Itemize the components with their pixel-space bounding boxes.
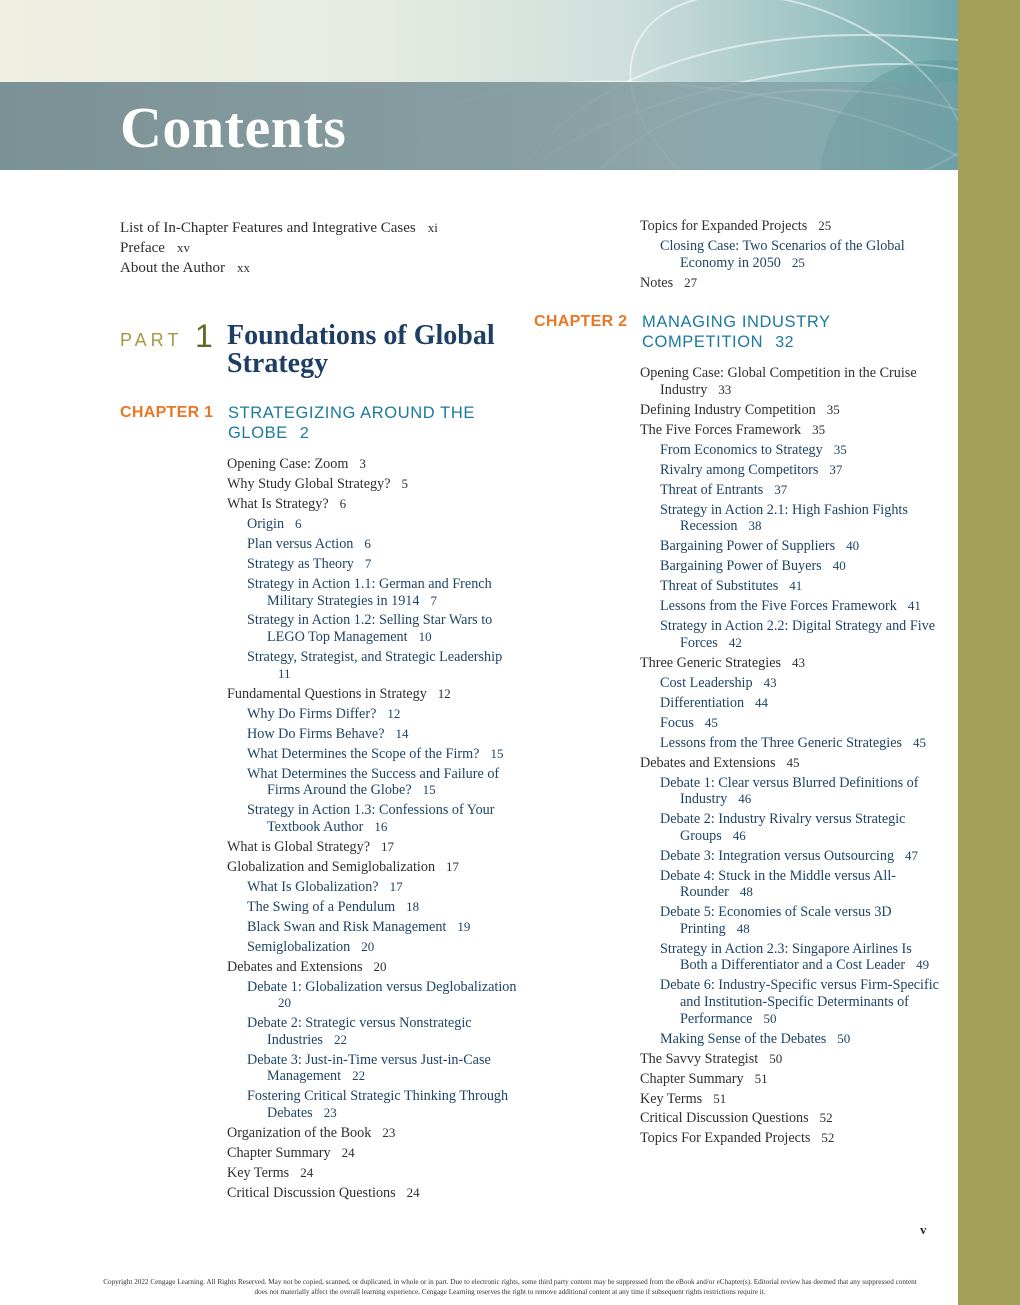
front-matter-list (120, 218, 540, 278)
toc-subentry[interactable] (227, 576, 522, 609)
page-ref: 50 (769, 1050, 783, 1066)
toc-entry-title: Debate 5: Economies of Scale versus 3D Printing (660, 904, 892, 937)
toc-entry-title: Bargaining Power of Buyers (660, 558, 822, 575)
page-ref: 6 (339, 495, 347, 511)
page-ref: 25 (818, 218, 832, 233)
chapter-1-toc-continued (640, 218, 940, 295)
page-ref: 23 (382, 1124, 396, 1140)
toc-entry-title: Closing Case: Two Scenarios of the Global Economy in 2050 (660, 237, 905, 271)
page-ref: 18 (406, 898, 420, 914)
toc-subentry[interactable] (640, 482, 940, 499)
toc-entry[interactable] (640, 365, 940, 398)
toc-entry-title: Opening Case: Zoom (227, 456, 349, 472)
toc-subentry[interactable] (640, 868, 940, 901)
toc-subentry[interactable] (640, 578, 940, 595)
toc-subentry[interactable] (640, 1031, 940, 1048)
toc-entry-title: Strategy in Action 2.1: High Fashion Fights Recession (660, 501, 908, 535)
page-ref: 32 (775, 334, 795, 351)
page-ref: 19 (457, 918, 471, 934)
page-ref: 45 (704, 714, 718, 730)
toc-entry[interactable] (227, 456, 522, 473)
toc-entry-title: The Swing of a Pendulum (247, 898, 396, 915)
toc-subentry[interactable] (227, 612, 522, 645)
part-number: 1 (195, 318, 213, 354)
part-heading (120, 318, 540, 382)
page-ref: 5 (401, 475, 409, 491)
toc-entry-title: Threat of Substitutes (660, 578, 779, 595)
toc-subentry[interactable] (227, 556, 522, 573)
page-ref: 27 (684, 274, 698, 290)
page-title: Contents (120, 95, 347, 160)
toc-subentry[interactable] (640, 558, 940, 575)
page-ref: 41 (789, 578, 803, 594)
page-ref: 15 (422, 782, 436, 798)
toc-subentry[interactable] (640, 695, 940, 712)
toc-entry[interactable] (227, 476, 522, 493)
toc-subentry[interactable] (227, 536, 522, 553)
toc-entry-title: How Do Firms Behave? (247, 725, 385, 742)
toc-entry[interactable] (640, 1071, 940, 1088)
toc-entry-title: Chapter Summary (640, 1070, 744, 1087)
toc-subentry[interactable] (227, 1052, 522, 1085)
toc-entry-title: Semiglobalization (247, 938, 351, 955)
page-ref: 44 (755, 694, 769, 710)
page-ref: 40 (832, 558, 846, 574)
toc-entry-title: Strategy, Strategist, and Strategic Leadership (247, 649, 503, 666)
toc-subentry[interactable] (227, 802, 522, 835)
toc-subentry[interactable] (640, 675, 940, 692)
toc-entry-title: Topics for Expanded Projects (640, 218, 808, 234)
toc-subentry[interactable] (640, 715, 940, 732)
toc-entry-title: Debate 1: Globalization versus Deglobalization (247, 978, 517, 995)
part-label: PART (120, 330, 183, 350)
page-ref: 37 (774, 481, 788, 497)
chapter-title-text: MANAGING INDUSTRY COMPETITION (642, 313, 831, 351)
toc-entry-title: Focus (660, 714, 694, 731)
toc-entry-title: Debates and Extensions (640, 754, 776, 771)
toc-entry-title: Debate 2: Industry Rivalry versus Strategic Groups (660, 811, 906, 844)
toc-entry-title: Differentiation (660, 694, 745, 711)
chapter-1-toc (227, 456, 522, 1205)
toc-subentry[interactable] (640, 538, 940, 555)
toc-entry-title: Globalization and Semiglobalization (227, 858, 436, 875)
toc-subentry[interactable] (227, 1088, 522, 1121)
toc-entry-title: Fundamental Questions in Strategy (227, 685, 427, 702)
toc-entry[interactable] (227, 686, 522, 703)
toc-subentry[interactable] (640, 848, 940, 865)
part-title: Foundations of Global Strategy (227, 320, 495, 379)
page-ref: 52 (819, 1110, 833, 1126)
page-ref: 17 (446, 858, 460, 874)
toc-subentry[interactable] (640, 462, 940, 479)
toc-subentry[interactable] (227, 919, 522, 936)
page-ref: 20 (373, 958, 387, 974)
front-matter-item[interactable] (120, 258, 540, 278)
page-ref: 17 (381, 838, 395, 854)
toc-subentry[interactable] (640, 598, 940, 615)
page-ref: 2 (299, 425, 310, 442)
chapter-2-toc (640, 365, 940, 1150)
page-ref: 45 (786, 754, 800, 770)
toc-entry-title: Key Terms (640, 1090, 703, 1107)
page-ref: 23 (323, 1104, 337, 1120)
toc-entry-title: Threat of Entrants (660, 481, 764, 498)
toc-subentry[interactable] (227, 979, 522, 1012)
page-ref: 7 (364, 555, 372, 571)
front-matter-title: Preface (120, 240, 165, 256)
page-ref: 43 (763, 674, 777, 690)
toc-entry[interactable] (640, 275, 940, 292)
toc-entry[interactable] (640, 422, 940, 439)
toc-entry[interactable] (640, 1110, 940, 1127)
page-ref: xx (237, 260, 250, 275)
page-ref: 17 (389, 878, 403, 894)
toc-subentry[interactable] (227, 939, 522, 956)
toc-entry-title: Opening Case: Global Competition in the Cruise Industry (640, 365, 917, 398)
toc-subentry[interactable] (227, 649, 522, 682)
chapter-2-title[interactable] (642, 312, 882, 353)
toc-entry[interactable] (227, 1185, 522, 1202)
page-ref: 25 (791, 254, 805, 270)
toc-entry-title: Topics For Expanded Projects (640, 1130, 811, 1147)
front-matter-item[interactable] (120, 218, 540, 238)
toc-entry-title: Black Swan and Risk Management (247, 918, 447, 935)
toc-entry-title: Notes (640, 274, 674, 291)
toc-entry[interactable] (640, 655, 940, 672)
toc-entry[interactable] (227, 839, 522, 856)
toc-entry-title: Critical Discussion Questions (640, 1110, 809, 1127)
page-ref: 40 (846, 538, 860, 554)
toc-subentry[interactable] (227, 516, 522, 533)
toc-entry[interactable] (227, 1145, 522, 1162)
toc-entry[interactable] (227, 496, 522, 513)
page-ref: 6 (295, 515, 302, 531)
toc-entry-title: Origin (247, 515, 285, 532)
page-ref: 41 (907, 598, 921, 614)
page-ref: 16 (374, 818, 388, 834)
page-ref: 43 (792, 654, 806, 670)
page-ref: 24 (300, 1164, 314, 1180)
toc-entry-title: Debate 2: Strategic versus Nonstrategic Industries (247, 1015, 472, 1048)
page-ref: 48 (739, 884, 753, 900)
page-ref: 35 (812, 421, 826, 437)
toc-entry-title: Chapter Summary (227, 1144, 331, 1161)
page-ref: 38 (748, 518, 762, 534)
toc-subentry[interactable] (227, 766, 522, 799)
toc-entry-title: Plan versus Action (247, 535, 354, 552)
toc-entry-title: What Determines the Success and Failure of Firms Around the Globe? (247, 765, 500, 799)
toc-entry-title: Strategy in Action 2.3: Singapore Airlines Is Both a Differentiator and a Cost Leader (660, 940, 912, 974)
toc-subentry[interactable] (640, 775, 940, 808)
toc-subentry[interactable] (227, 899, 522, 916)
toc-entry[interactable] (640, 1091, 940, 1108)
front-matter-title: List of In-Chapter Features and Integrative Cases (120, 220, 416, 236)
page-ref: 10 (418, 629, 432, 645)
toc-entry-title: Debate 1: Clear versus Blurred Definitions of Industry (660, 774, 919, 808)
page-ref: 6 (364, 535, 371, 551)
page-ref: 33 (718, 381, 732, 397)
page-ref: 51 (754, 1070, 768, 1086)
toc-entry-title: Debate 6: Industry-Specific versus Firm-Specific and Institution-Specific Determinants of Performance (660, 977, 939, 1027)
toc-entry[interactable] (227, 859, 522, 876)
page-ref: 46 (738, 791, 752, 807)
page-ref: 15 (490, 745, 504, 761)
chapter-2-label: CHAPTER 2 (534, 313, 628, 330)
page-number: v (920, 1222, 927, 1237)
toc-entry-title: Strategy in Action 1.1: German and French Military Strategies in 1914 (247, 575, 492, 609)
toc-subentry[interactable] (640, 442, 940, 459)
toc-entry-title: Lessons from the Five Forces Framework (660, 598, 897, 615)
toc-entry[interactable] (227, 959, 522, 976)
page-ref: 45 (913, 734, 927, 750)
page-ref: 20 (278, 995, 291, 1011)
toc-entry[interactable] (640, 402, 940, 419)
toc-subentry[interactable] (227, 879, 522, 896)
page-ref: xv (176, 240, 190, 255)
toc-subentry[interactable] (640, 618, 940, 651)
front-matter-title: About the Author (120, 260, 225, 276)
toc-subentry[interactable] (227, 726, 522, 743)
toc-entry[interactable] (640, 755, 940, 772)
page-ref: 48 (736, 920, 750, 936)
page-ref: 49 (916, 957, 930, 973)
page-ref: xi (427, 220, 438, 235)
toc-subentry[interactable] (640, 977, 940, 1027)
chapter-1-title[interactable] (228, 403, 528, 444)
page-ref: 35 (833, 441, 847, 457)
page-ref: 35 (826, 401, 840, 417)
toc-entry[interactable] (640, 1051, 940, 1068)
page-ref: 12 (437, 685, 451, 701)
page-ref: 22 (352, 1068, 366, 1084)
toc-entry[interactable] (227, 1165, 522, 1182)
copyright-notice: Copyright 2022 Cengage Learning. All Rights Reserved. May not be copied, scanned, or duplicated, in whole or in part. Due to electronic rights, some third party content may be suppressed from the eBook and/or eChapter(s). Editorial review has deemed that any suppressed content does not materially affect the overall learning experience. Cengage Learning reserves the right to remove additional content at any time if subsequent rights restrictions require it. (103, 1278, 917, 1296)
toc-entry[interactable] (640, 1130, 940, 1147)
toc-subentry[interactable] (640, 941, 940, 974)
page-ref: 50 (763, 1010, 777, 1026)
toc-entry-title: Debate 3: Integration versus Outsourcing (660, 847, 895, 864)
toc-entry-title: Strategy as Theory (247, 555, 354, 572)
page-ref: 24 (406, 1184, 420, 1200)
toc-subentry[interactable] (227, 1015, 522, 1048)
page-ref: 12 (387, 705, 401, 721)
toc-entry[interactable] (640, 218, 940, 235)
toc-entry-title: Organization of the Book (227, 1124, 372, 1141)
toc-entry-title: Strategy in Action 1.2: Selling Star Wars to LEGO Top Management (247, 612, 493, 646)
toc-entry-title: Key Terms (227, 1164, 290, 1181)
toc-entry-title: What Determines the Scope of the Firm? (247, 745, 480, 762)
toc-entry-title: Rivalry among Competitors (660, 461, 819, 478)
page-ref: 11 (278, 665, 291, 681)
page-ref: 20 (361, 938, 375, 954)
toc-subentry[interactable] (227, 706, 522, 723)
toc-entry-title: The Savvy Strategist (640, 1050, 759, 1067)
page-ref: 37 (829, 461, 843, 477)
toc-entry-title: Debates and Extensions (227, 958, 363, 975)
toc-subentry[interactable] (640, 502, 940, 535)
toc-entry-title: Strategy in Action 1.3: Confessions of Your Textbook Author (247, 802, 495, 835)
page-ref: 52 (821, 1130, 835, 1146)
page-ref: 24 (341, 1144, 355, 1160)
toc-entry-title: Lessons from the Three Generic Strategies (660, 734, 903, 751)
toc-entry-title: Cost Leadership (660, 674, 753, 691)
side-color-strip (958, 0, 1020, 1305)
toc-subentry[interactable] (640, 238, 940, 271)
chapter-title-text: STRATEGIZING AROUND THE GLOBE (228, 404, 475, 442)
page-ref: 7 (430, 592, 437, 608)
toc-entry-title: Fostering Critical Strategic Thinking Through Debates (247, 1088, 509, 1121)
page-ref: 22 (333, 1031, 347, 1047)
toc-entry-title: Why Study Global Strategy? (227, 475, 391, 492)
toc-entry-title: Debate 4: Stuck in the Middle versus All-Rounder (660, 867, 897, 901)
toc-entry-title: The Five Forces Framework (640, 421, 802, 438)
front-matter-item[interactable] (120, 238, 540, 258)
page-ref: 14 (395, 725, 409, 741)
toc-entry-title: From Economics to Strategy (660, 441, 823, 458)
chapter-1-label: CHAPTER 1 (120, 404, 214, 421)
page-ref: 46 (732, 827, 746, 843)
page-ref: 47 (905, 847, 919, 863)
toc-entry-title: Defining Industry Competition (640, 401, 816, 418)
page-ref: 51 (713, 1090, 727, 1106)
toc-entry[interactable] (227, 1125, 522, 1142)
page-ref: 50 (837, 1030, 851, 1046)
toc-subentry[interactable] (640, 811, 940, 844)
toc-entry-title: Debate 3: Just-in-Time versus Just-in-Case Management (247, 1051, 491, 1085)
page-ref: 42 (728, 634, 742, 650)
toc-entry-title: Why Do Firms Differ? (247, 705, 377, 722)
toc-entry-title: What Is Strategy? (227, 495, 329, 512)
toc-entry-title: Three Generic Strategies (640, 654, 782, 671)
toc-subentry[interactable] (640, 735, 940, 752)
toc-entry-title: Bargaining Power of Suppliers (660, 538, 836, 555)
toc-entry-title: Critical Discussion Questions (227, 1184, 396, 1201)
toc-entry-title: Making Sense of the Debates (660, 1030, 827, 1047)
toc-subentry[interactable] (227, 746, 522, 763)
toc-entry-title: What is Global Strategy? (227, 838, 371, 855)
toc-subentry[interactable] (640, 904, 940, 937)
toc-entry-title: Strategy in Action 2.2: Digital Strategy and Five Forces (660, 618, 936, 651)
page-ref: 3 (359, 456, 366, 471)
toc-entry-title: What Is Globalization? (247, 878, 379, 895)
